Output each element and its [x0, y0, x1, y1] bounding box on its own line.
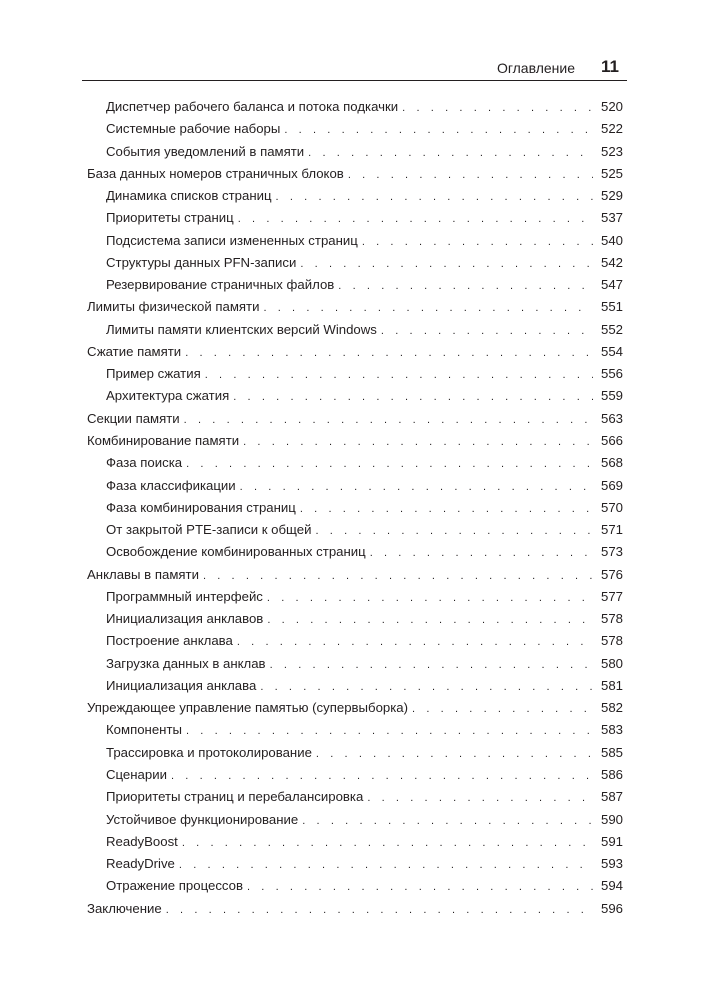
toc-entry-page: 578 — [600, 633, 623, 649]
toc-entry-page: 585 — [600, 744, 623, 760]
toc-entry-page: 552 — [600, 321, 623, 337]
toc-entry-page: 570 — [600, 499, 623, 515]
toc-entry-page: 563 — [600, 410, 623, 426]
dot-leader — [247, 878, 593, 896]
toc-entry-page: 569 — [600, 477, 623, 493]
dot-leader — [315, 522, 593, 540]
toc-entry-page: 582 — [600, 700, 623, 716]
toc-entry-title: Фаза комбинирования страниц — [106, 499, 296, 515]
toc-entry — [87, 477, 623, 499]
toc-entry-page: 583 — [600, 722, 623, 738]
toc-entry-page: 523 — [600, 143, 623, 159]
dot-leader — [243, 433, 593, 451]
dot-leader — [166, 901, 593, 919]
dot-leader — [260, 678, 593, 696]
toc-entry-page: 591 — [600, 833, 623, 849]
toc-entry-page: 551 — [600, 299, 623, 315]
dot-leader — [237, 633, 593, 651]
toc-entry-title: Комбинирование памяти — [87, 432, 240, 448]
toc-entry-page: 522 — [600, 121, 623, 137]
toc-entry — [87, 321, 623, 343]
toc-entry — [87, 721, 623, 743]
toc-entry-page: 559 — [600, 388, 623, 404]
toc-entry — [87, 699, 623, 721]
dot-leader — [186, 722, 593, 740]
dot-leader — [263, 299, 593, 317]
dot-leader — [300, 500, 593, 518]
toc-entry-page: 580 — [600, 655, 623, 671]
toc-entry-title: Системные рабочие наборы — [106, 121, 281, 137]
toc-entry-page: 529 — [600, 188, 623, 204]
dot-leader — [276, 188, 593, 206]
toc-entry-title: Инициализация анклавов — [106, 611, 264, 627]
toc-entry-title: Лимиты физической памяти — [87, 299, 260, 315]
dot-leader — [205, 366, 593, 384]
toc-entry-page: 593 — [600, 856, 623, 872]
toc-entry-page: 577 — [600, 588, 623, 604]
toc-entry — [87, 209, 623, 231]
toc-entry-title: От закрытой PTE-записи к общей — [106, 522, 312, 538]
toc-entry-title: Приоритеты страниц и перебалансировка — [106, 789, 364, 805]
toc-entry-page: 547 — [600, 277, 623, 293]
toc-entry-title: Освобождение комбинированных страниц — [106, 544, 366, 560]
toc-entry — [87, 566, 623, 588]
toc-entry-page: 578 — [600, 611, 623, 627]
toc-entry-title: Лимиты памяти клиентских версий Windows — [106, 321, 377, 337]
toc-entry — [87, 187, 623, 209]
toc-entry — [87, 788, 623, 810]
toc-entry — [87, 855, 623, 877]
toc-entry-title: Устойчивое функционирование — [106, 811, 299, 827]
toc-entry — [87, 165, 623, 187]
toc-entry — [87, 410, 623, 432]
toc-entry — [87, 610, 623, 632]
toc-entry-title: Построение анклава — [106, 633, 233, 649]
toc-entry-page: 581 — [600, 677, 623, 693]
dot-leader — [270, 656, 593, 674]
running-header — [82, 56, 627, 81]
toc-entry — [87, 98, 623, 120]
dot-leader — [370, 544, 593, 562]
dot-leader — [284, 121, 593, 139]
dot-leader — [185, 344, 593, 362]
toc-entry — [87, 588, 623, 610]
toc-entry-title: ReadyBoost — [106, 833, 178, 849]
dot-leader — [300, 255, 593, 273]
toc-entry-title: Приоритеты страниц — [106, 210, 234, 226]
toc-entry-page: 594 — [600, 878, 623, 894]
toc-entry — [87, 232, 623, 254]
toc-entry-title: Компоненты — [106, 722, 182, 738]
dot-leader — [186, 455, 593, 473]
toc-entry — [87, 120, 623, 142]
toc-entry-title: Диспетчер рабочего баланса и потока подкачки — [106, 99, 399, 114]
toc-entry-title: Пример сжатия — [106, 366, 201, 382]
toc-entry-page: 587 — [600, 789, 623, 805]
toc-entry-title: База данных номеров страничных блоков — [87, 165, 344, 181]
dot-leader — [182, 834, 593, 852]
dot-leader — [171, 767, 593, 785]
toc-entry-page: 590 — [600, 811, 623, 827]
dot-leader — [338, 277, 593, 295]
toc-entry-title: Резервирование страничных файлов — [106, 277, 335, 293]
toc-entry-title: Программный интерфейс — [106, 588, 263, 604]
toc-entry-title: ReadyDrive — [106, 856, 175, 872]
toc-entry-title: Загрузка данных в анклав — [106, 655, 266, 671]
toc-entry — [87, 499, 623, 521]
toc-entry — [87, 254, 623, 276]
toc-entry-page: 568 — [600, 455, 623, 471]
toc-entry-title: Сценарии — [106, 766, 167, 782]
toc-entry — [87, 766, 623, 788]
toc-entry — [87, 744, 623, 766]
section-title: Оглавление — [496, 60, 575, 76]
toc-entry — [87, 143, 623, 165]
page-number: 11 — [601, 57, 619, 76]
toc-entry-page: 571 — [600, 522, 623, 538]
toc-entry-title: Архитектура сжатия — [106, 388, 230, 404]
toc-entry — [87, 365, 623, 387]
toc-entry — [87, 343, 623, 365]
dot-leader — [267, 611, 593, 629]
toc-entry-page: 586 — [600, 766, 623, 782]
toc-entry-page: 596 — [600, 900, 623, 916]
toc-entry-page: 566 — [600, 432, 623, 448]
toc-entry — [87, 632, 623, 654]
toc-entry-title: Анклавы в памяти — [87, 566, 199, 582]
toc-entry-title: Секции памяти — [87, 410, 180, 426]
toc-entry-page: 576 — [600, 566, 623, 582]
toc-entry — [87, 677, 623, 699]
toc-entry-title: Фаза поиска — [106, 455, 183, 471]
dot-leader — [367, 789, 593, 807]
toc-entry-title: Динамика списков страниц — [106, 188, 272, 204]
dot-leader — [203, 567, 593, 585]
toc-entry — [87, 276, 623, 298]
dot-leader — [267, 589, 593, 607]
toc-entry-page: 525 — [600, 165, 623, 181]
dot-leader — [402, 99, 593, 117]
dot-leader — [302, 812, 593, 830]
toc-entry — [87, 432, 623, 454]
dot-leader — [308, 144, 593, 162]
dot-leader — [381, 322, 593, 340]
toc-entry-title: Трассировка и протоколирование — [106, 744, 312, 760]
toc-entry — [87, 387, 623, 409]
table-of-contents — [87, 98, 623, 922]
dot-leader — [348, 166, 593, 184]
toc-entry-title: Сжатие памяти — [87, 343, 182, 359]
toc-entry-title: Заключение — [87, 900, 162, 916]
toc-entry-page: 573 — [600, 544, 623, 560]
toc-entry-page: 556 — [600, 366, 623, 382]
toc-entry-page: 554 — [600, 343, 623, 359]
toc-entry-page: 542 — [600, 254, 623, 270]
toc-entry — [87, 877, 623, 899]
toc-entry — [87, 655, 623, 677]
toc-entry-title: Упреждающее управление памятью (супервыборка) — [87, 700, 409, 716]
toc-entry — [87, 543, 623, 565]
dot-leader — [240, 478, 593, 496]
toc-entry-title: Структуры данных PFN-записи — [106, 254, 297, 270]
toc-entry — [87, 521, 623, 543]
toc-entry-title: События уведомлений в памяти — [106, 143, 305, 159]
dot-leader — [412, 700, 593, 718]
dot-leader — [362, 233, 593, 251]
toc-entry-title: Подсистема записи измененных страниц — [106, 232, 358, 248]
toc-entry — [87, 454, 623, 476]
dot-leader — [179, 856, 593, 874]
toc-entry — [87, 900, 623, 922]
toc-entry-title: Фаза классификации — [106, 477, 236, 493]
dot-leader — [233, 388, 593, 406]
toc-entry — [87, 833, 623, 855]
toc-entry-title: Инициализация анклава — [106, 677, 257, 693]
toc-entry — [87, 811, 623, 833]
dot-leader — [238, 210, 593, 228]
toc-entry-page: 520 — [600, 99, 623, 114]
dot-leader — [184, 411, 593, 429]
toc-entry-page: 537 — [600, 210, 623, 226]
toc-entry-title: Отражение процессов — [106, 878, 243, 894]
toc-entry-page: 540 — [600, 232, 623, 248]
toc-entry — [87, 298, 623, 320]
dot-leader — [316, 745, 593, 763]
